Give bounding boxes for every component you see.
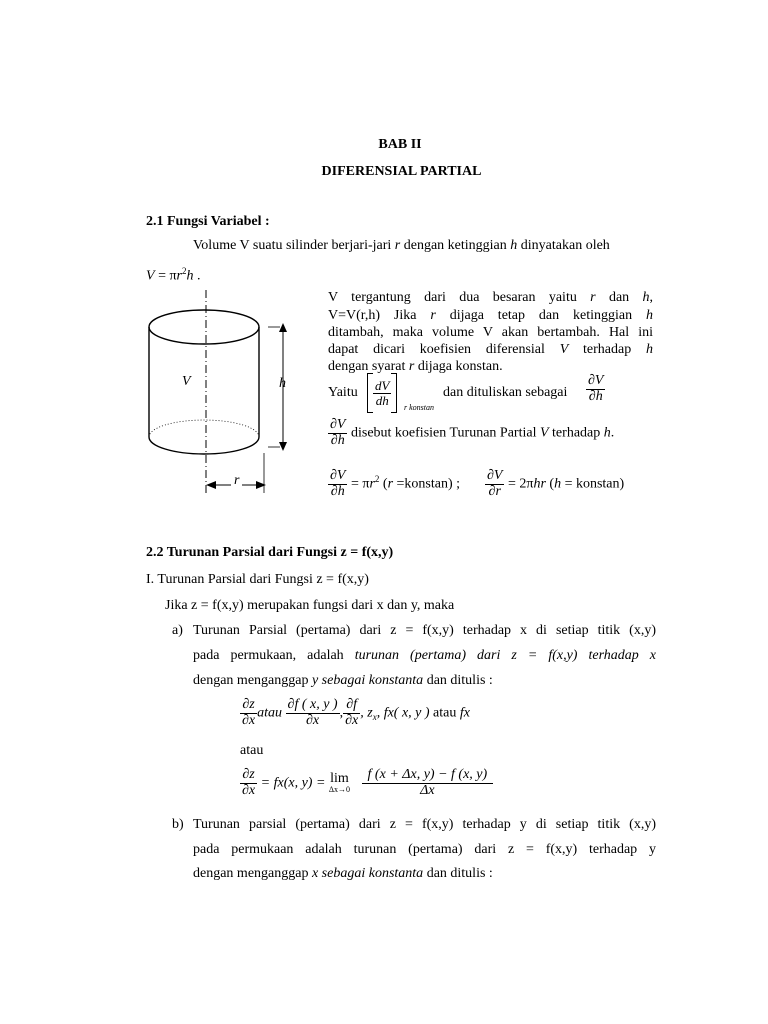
section-heading-2-2: 2.2 Turunan Parsial dari Fungsi z = f(x,y) — [146, 545, 394, 560]
item-a-line-1: Turunan Parsial (pertama) dari z = f(x,y) terhadap x di setiap titik (x,y) — [193, 623, 656, 638]
item-b-line-2: pada permukaan adalah turunan (pertama) dari z = f(x,y) terhadap y — [193, 842, 656, 857]
paragraph-line-4: dapat dicari koefisien diferensial V terhadap h — [328, 342, 653, 357]
item-b-label: b) — [172, 817, 184, 832]
partial-notation-formula: $\frac{\partial z}{\partial x}$ atau $\frac{\partial f ( x, y )}{\partial x}$ , $\frac{\partial f}{\partial x}$ , $z_x$, fx( x, y ) atau fx — [242, 697, 470, 728]
item-b-line-3: dengan menganggap x sebagai konstanta dan ditulis : — [193, 866, 493, 881]
paragraph-line-3: ditambah, maka volume V akan bertambah. Hal ini — [328, 325, 653, 340]
intro-sentence: Volume V suatu silinder berjari-jari r dengan ketinggian h dinyatakan oleh — [193, 238, 610, 253]
item-b-line-1: Turunan parsial (pertama) dari z = f(x,y) terhadap y di setiap titik (x,y) — [193, 817, 656, 832]
item-a-label: a) — [172, 623, 183, 638]
section-heading-2-1: 2.1 Fungsi Variabel : — [146, 214, 270, 229]
jika-sentence: Jika z = f(x,y) merupakan fungsi dari x dan y, maka — [165, 598, 455, 613]
disebut-row: $\frac{\partial V}{\partial h}$ disebut koefisien Turunan Partial V terhadap h. — [330, 417, 615, 448]
radius-label: r — [231, 473, 242, 489]
partial-eq-r: $\frac{\partial V}{\partial h}$ = $\pi r^2$ (r =konstan) ; — [330, 468, 461, 499]
yaitu-label: Yaitu — [328, 385, 358, 400]
item-a-line-3: dengan menganggap y sebagai konstanta dan ditulis : — [193, 673, 493, 688]
height-label: h — [279, 376, 286, 391]
chapter-number: BAB II — [378, 137, 422, 152]
dituliskan-text: dan dituliskan sebagai — [443, 385, 568, 400]
item-a-line-2: pada permukaan, adalah turunan (pertama) dari z = f(x,y) terhadap x — [193, 648, 657, 663]
partial-v-h-fraction: $\frac{\partial V}{\partial h}$ — [588, 373, 604, 404]
chapter-title: DIFERENSIAL PARTIAL — [321, 164, 482, 179]
dv-dh-bracket: $\frac{dV}{dh}$ — [367, 373, 397, 413]
limit-definition-formula: $\frac{\partial z}{\partial x}$ = fx(x, y) = lim Δx→0 $\frac{f (x + \Delta x, y) - f (x, y)}{\Delta x}$ — [240, 768, 493, 798]
item-i: I. Turunan Parsial dari Fungsi z = f(x,y) — [146, 572, 369, 587]
paragraph-line-2: V=V(r,h) Jika r dijaga tetap dan ketinggian h — [328, 308, 653, 323]
r-konstan-subscript: r konstan — [404, 403, 434, 412]
paragraph-line-1: V tergantung dari dua besaran yaitu r dan h, — [328, 290, 653, 305]
partial-eq-h: $\frac{\partial V}{\partial r}$ = 2πhr (h = konstan) — [487, 468, 625, 499]
volume-label: V — [182, 374, 191, 389]
volume-formula: $V = \pi r^2h$ . — [146, 266, 201, 284]
paragraph-line-5: dengan syarat r dijaga konstan. — [328, 359, 503, 374]
atau-line: atau — [240, 743, 264, 758]
cylinder-diagram — [140, 285, 280, 495]
